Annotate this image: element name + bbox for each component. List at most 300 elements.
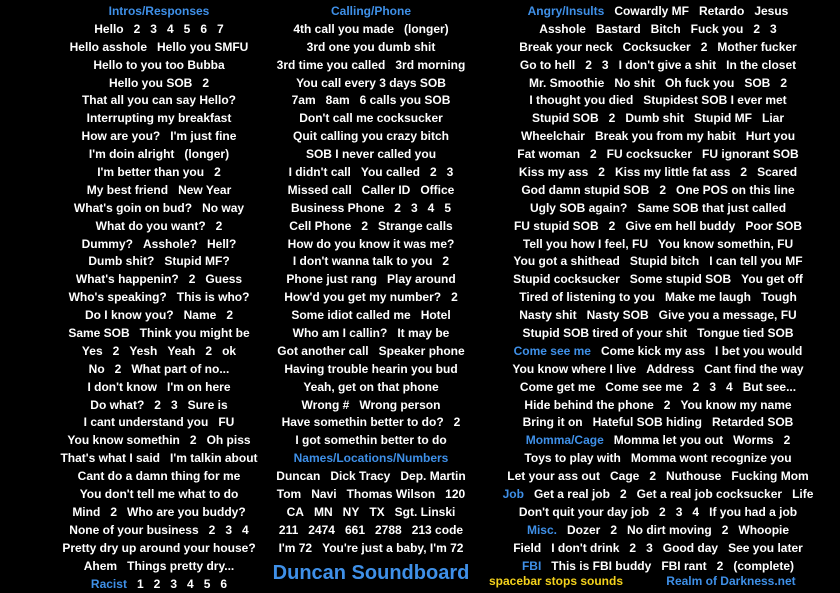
sound-button[interactable]: 6 calls you SOB: [360, 92, 451, 110]
sound-button[interactable]: Dozer: [567, 522, 600, 540]
sound-button[interactable]: Hurt you: [746, 128, 795, 146]
sound-button[interactable]: Interrupting my breakfast: [87, 110, 232, 128]
sound-button[interactable]: 2: [442, 253, 449, 271]
sound-button[interactable]: Jesus: [754, 3, 788, 21]
sound-button[interactable]: 6: [200, 21, 207, 39]
sound-button[interactable]: 2: [214, 164, 221, 182]
sound-button[interactable]: I thought you died: [529, 92, 633, 110]
sound-button[interactable]: (longer): [184, 146, 229, 164]
sound-button[interactable]: 661: [345, 522, 365, 540]
sound-button[interactable]: 2: [649, 468, 656, 486]
sound-button[interactable]: I'm on here: [167, 379, 231, 397]
sound-button[interactable]: Quit calling you crazy bitch: [293, 128, 449, 146]
sound-button[interactable]: 2: [659, 504, 666, 522]
sound-button[interactable]: 3: [770, 21, 777, 39]
sound-button[interactable]: Cant find the way: [704, 361, 803, 379]
sound-button[interactable]: Toys to play with: [524, 450, 620, 468]
sound-button[interactable]: See you later: [728, 540, 803, 558]
site-link[interactable]: Realm of Darkness.net: [636, 573, 826, 589]
sound-button[interactable]: I cant understand you: [84, 414, 209, 432]
sound-row: [266, 21, 476, 39]
sound-button[interactable]: That all you can say Hello?: [82, 92, 236, 110]
sound-button[interactable]: Got another call: [277, 343, 368, 361]
sound-button[interactable]: Dep. Martin: [400, 468, 465, 486]
sound-button[interactable]: 3rd one you dumb shit: [307, 39, 436, 57]
sound-button[interactable]: You know where I live: [512, 361, 636, 379]
sound-button[interactable]: 213 code: [412, 522, 463, 540]
sound-button[interactable]: Yeah, get on that phone: [303, 379, 438, 397]
sound-button[interactable]: Have somethin better to do?: [282, 414, 444, 432]
sound-button[interactable]: 1: [137, 576, 144, 593]
sound-row: [476, 397, 840, 415]
sound-button[interactable]: No way: [202, 200, 244, 218]
sound-button[interactable]: Poor SOB: [745, 218, 802, 236]
sound-button[interactable]: How do you know it was me?: [288, 236, 455, 254]
sound-button[interactable]: Life: [792, 486, 813, 504]
sound-button[interactable]: Do I know you?: [85, 307, 174, 325]
sound-button[interactable]: You know somethin: [67, 432, 179, 450]
column-calling: [266, 3, 476, 558]
sound-button[interactable]: Speaker phone: [379, 343, 465, 361]
section-heading-angry-insults: Angry/Insults: [528, 3, 605, 21]
sound-button[interactable]: 2: [454, 414, 461, 432]
sound-button[interactable]: Some idiot called me: [291, 307, 410, 325]
sound-row: [476, 236, 840, 254]
sound-button[interactable]: Hello to you too Bubba: [93, 57, 224, 75]
sound-row: [266, 468, 476, 486]
sound-button[interactable]: New Year: [178, 182, 231, 200]
sound-button[interactable]: NY: [343, 504, 360, 522]
sound-button[interactable]: 3: [646, 540, 653, 558]
sound-button[interactable]: 211: [279, 522, 298, 540]
sound-button[interactable]: 2: [722, 522, 729, 540]
sound-row: [266, 146, 476, 164]
sound-button[interactable]: 2: [609, 110, 616, 128]
sound-button[interactable]: Dumb shit?: [88, 253, 154, 271]
sound-button[interactable]: (longer): [404, 21, 449, 39]
sound-button[interactable]: Get a real job cocksucker: [637, 486, 782, 504]
sound-button[interactable]: 4: [242, 522, 249, 540]
sound-button[interactable]: Think you might be: [140, 325, 250, 343]
sound-button[interactable]: Sgt. Linski: [395, 504, 456, 522]
sound-button[interactable]: 7am: [292, 92, 316, 110]
sound-button[interactable]: 2: [693, 379, 700, 397]
sound-button[interactable]: 2: [740, 164, 747, 182]
sound-button[interactable]: I'm 72: [279, 540, 313, 558]
sound-row: [476, 128, 840, 146]
sound-button[interactable]: Yesh: [129, 343, 157, 361]
sound-button[interactable]: I'm better than you: [97, 164, 204, 182]
sound-button[interactable]: FU: [218, 414, 234, 432]
sound-button[interactable]: Stupid bitch: [630, 253, 699, 271]
sound-button[interactable]: I don't wanna talk to you: [293, 253, 433, 271]
sound-button[interactable]: You're just a baby, I'm 72: [322, 540, 463, 558]
sound-button[interactable]: Mind: [72, 504, 100, 522]
sound-button[interactable]: You get off: [741, 271, 803, 289]
sound-button[interactable]: Stupid cocksucker: [513, 271, 620, 289]
sound-button[interactable]: SOB I never called you: [306, 146, 436, 164]
sound-button[interactable]: You got a shithead: [513, 253, 619, 271]
sound-button[interactable]: Hide behind the phone: [524, 397, 653, 415]
sound-button[interactable]: Stupidest SOB I ever met: [643, 92, 786, 110]
sound-row: [476, 450, 840, 468]
sound-button[interactable]: Retarded SOB: [712, 414, 793, 432]
sound-button[interactable]: I don't drink: [551, 540, 619, 558]
sound-button[interactable]: FU ignorant SOB: [702, 146, 799, 164]
sound-button[interactable]: Come kick my ass: [601, 343, 705, 361]
sound-button[interactable]: Hello: [94, 21, 123, 39]
sound-button[interactable]: How'd you get my number?: [284, 289, 441, 307]
sound-row: [266, 307, 476, 325]
sound-button[interactable]: Scared: [757, 164, 797, 182]
sound-button[interactable]: Hello you SMFU: [157, 39, 248, 57]
sound-button[interactable]: Asshole?: [143, 236, 197, 254]
sound-button[interactable]: I can tell you MF: [709, 253, 802, 271]
sound-button[interactable]: 3: [447, 164, 454, 182]
sound-button[interactable]: 5: [444, 200, 451, 218]
sound-button[interactable]: But see...: [743, 379, 796, 397]
sound-button[interactable]: Let your ass out: [507, 468, 600, 486]
sound-button[interactable]: (complete): [733, 558, 794, 576]
sound-button[interactable]: Kiss my ass: [519, 164, 588, 182]
sound-button[interactable]: 2: [110, 504, 117, 522]
sound-row: [266, 450, 476, 468]
sound-button[interactable]: 3: [709, 379, 716, 397]
sound-button[interactable]: Cant do a damn thing for me: [78, 468, 241, 486]
sound-button[interactable]: Hateful SOB hiding: [593, 414, 702, 432]
soundboard-title: Duncan Soundboard: [266, 560, 476, 586]
sound-button[interactable]: 3: [171, 397, 178, 415]
sound-button[interactable]: Retardo: [699, 3, 744, 21]
sound-button[interactable]: Stupid MF: [694, 110, 752, 128]
sound-button[interactable]: 2: [190, 432, 197, 450]
sound-button[interactable]: Some stupid SOB: [630, 271, 731, 289]
sound-button[interactable]: Wrong #: [302, 397, 350, 415]
sound-button[interactable]: 2: [780, 75, 787, 93]
sound-row: [266, 343, 476, 361]
sound-button[interactable]: 2: [202, 75, 209, 93]
sound-button[interactable]: Don't quit your day job: [519, 504, 649, 522]
sound-button[interactable]: Bitch: [651, 21, 681, 39]
sound-button[interactable]: FU cocksucker: [607, 146, 692, 164]
sound-button[interactable]: Play around: [387, 271, 456, 289]
sound-button[interactable]: 2: [701, 39, 708, 57]
sound-button[interactable]: Cell Phone: [289, 218, 351, 236]
sound-button[interactable]: Duncan: [276, 468, 320, 486]
sound-button[interactable]: 5: [204, 576, 211, 593]
sound-button[interactable]: Do what?: [90, 397, 144, 415]
sound-button[interactable]: Good day: [663, 540, 718, 558]
sound-button[interactable]: None of your business: [69, 522, 198, 540]
sound-button[interactable]: Guess: [205, 271, 242, 289]
sound-button[interactable]: What's goin on bud?: [74, 200, 192, 218]
sound-button[interactable]: 2: [209, 522, 216, 540]
sound-button[interactable]: Go to hell: [520, 57, 575, 75]
sound-row: [476, 110, 840, 128]
sound-button[interactable]: Kiss my little fat ass: [615, 164, 730, 182]
sound-button[interactable]: Nuthouse: [666, 468, 721, 486]
sound-button[interactable]: FBI rant: [661, 558, 706, 576]
sound-button[interactable]: Stupid SOB: [532, 110, 599, 128]
sound-button[interactable]: Tom: [277, 486, 301, 504]
sound-button[interactable]: Nasty SOB: [587, 307, 649, 325]
sound-button[interactable]: Momma let you out: [614, 432, 723, 450]
sound-button[interactable]: If you had a job: [709, 504, 797, 522]
sound-row: [266, 271, 476, 289]
sound-button[interactable]: Oh piss: [207, 432, 251, 450]
sound-button[interactable]: 120: [445, 486, 465, 504]
sound-button[interactable]: 2: [154, 576, 161, 593]
sound-button[interactable]: Give em hell buddy: [625, 218, 735, 236]
sound-button[interactable]: 2: [226, 307, 233, 325]
sound-button[interactable]: Field: [513, 540, 541, 558]
sound-button[interactable]: 2: [451, 289, 458, 307]
sound-button[interactable]: FU stupid SOB: [514, 218, 599, 236]
sound-button[interactable]: Stupid MF?: [164, 253, 229, 271]
sound-button[interactable]: You know somethin, FU: [658, 236, 793, 254]
sound-row: [476, 504, 840, 522]
sound-button[interactable]: Sure is: [188, 397, 228, 415]
sound-button[interactable]: Cage: [610, 468, 639, 486]
sound-button[interactable]: Get a real job: [534, 486, 610, 504]
sound-button[interactable]: Ugly SOB again?: [530, 200, 627, 218]
sound-button[interactable]: My best friend: [87, 182, 168, 200]
sound-button[interactable]: I got somethin better to do: [295, 432, 446, 450]
sound-button[interactable]: I'm doin alright: [89, 146, 175, 164]
sound-button[interactable]: 3: [150, 21, 157, 39]
sound-button[interactable]: 4: [428, 200, 435, 218]
sound-button[interactable]: 3: [676, 504, 683, 522]
sound-button[interactable]: 8am: [326, 92, 350, 110]
sound-button[interactable]: SOB: [744, 75, 770, 93]
sound-button[interactable]: 4th call you made: [293, 21, 394, 39]
sound-button[interactable]: That's what I said: [60, 450, 160, 468]
sound-button[interactable]: Whoopie: [738, 522, 789, 540]
sound-button[interactable]: 2: [394, 200, 401, 218]
sound-button[interactable]: Stupid SOB tired of your shit: [522, 325, 687, 343]
sound-button[interactable]: 2: [430, 164, 437, 182]
sound-button[interactable]: Hell?: [207, 236, 236, 254]
sound-button[interactable]: How are you?: [82, 128, 161, 146]
sound-button[interactable]: Address: [646, 361, 694, 379]
sound-button[interactable]: It may be: [397, 325, 449, 343]
sound-button[interactable]: 4: [726, 379, 733, 397]
sound-row: [476, 21, 840, 39]
sound-button[interactable]: God damn stupid SOB: [521, 182, 649, 200]
sound-row: [476, 414, 840, 432]
sound-button[interactable]: What's happenin?: [76, 271, 179, 289]
sound-row: [476, 343, 840, 361]
sound-button[interactable]: Name: [184, 307, 217, 325]
sound-button[interactable]: No: [89, 361, 105, 379]
sound-button[interactable]: Hotel: [421, 307, 451, 325]
sound-button[interactable]: Nasty shit: [519, 307, 576, 325]
sound-button[interactable]: 3rd morning: [395, 57, 465, 75]
sound-button[interactable]: No dirt moving: [627, 522, 712, 540]
sound-button[interactable]: This is FBI buddy: [551, 558, 651, 576]
sound-button[interactable]: Yeah: [167, 343, 195, 361]
sound-button[interactable]: You call every 3 days SOB: [296, 75, 446, 93]
sound-button[interactable]: Come get me: [520, 379, 595, 397]
sound-row: [476, 289, 840, 307]
sound-button[interactable]: 2: [620, 486, 627, 504]
sound-button[interactable]: Bastard: [596, 21, 641, 39]
sound-button[interactable]: Make me laugh: [665, 289, 751, 307]
sound-button[interactable]: Caller ID: [362, 182, 411, 200]
sound-button[interactable]: 2: [610, 522, 617, 540]
sound-button[interactable]: Having trouble hearin you bud: [284, 361, 457, 379]
sound-button[interactable]: Things pretty dry...: [127, 558, 234, 576]
sound-button[interactable]: Thomas Wilson: [347, 486, 436, 504]
sound-button[interactable]: 2: [590, 146, 597, 164]
column-heading-row: [476, 3, 840, 21]
sound-button[interactable]: Oh fuck you: [665, 75, 734, 93]
sound-button[interactable]: 3rd time you called: [277, 57, 386, 75]
sound-button[interactable]: 2474: [308, 522, 335, 540]
sound-button[interactable]: 3: [602, 57, 609, 75]
sound-button[interactable]: 2: [189, 271, 196, 289]
sound-button[interactable]: 3: [225, 522, 232, 540]
spacebar-hint: spacebar stops sounds: [476, 573, 636, 589]
sound-button[interactable]: Bring it on: [523, 414, 583, 432]
sound-row: [266, 432, 476, 450]
sound-button[interactable]: Hello asshole: [70, 39, 147, 57]
sound-button[interactable]: 2: [659, 182, 666, 200]
sound-button[interactable]: This is who?: [177, 289, 250, 307]
sound-button[interactable]: I don't know: [87, 379, 157, 397]
sound-button[interactable]: 2: [629, 540, 636, 558]
sound-button[interactable]: 4: [692, 504, 699, 522]
sound-button[interactable]: 2: [664, 397, 671, 415]
sound-button[interactable]: Liar: [762, 110, 784, 128]
sound-button[interactable]: Come see me: [605, 379, 682, 397]
sound-button[interactable]: Dumb shit: [625, 110, 684, 128]
sound-row: [476, 146, 840, 164]
column-heading-row: [266, 3, 476, 21]
sound-button[interactable]: Don't call me cocksucker: [299, 110, 443, 128]
sound-button[interactable]: Pretty dry up around your house?: [62, 540, 255, 558]
sound-button[interactable]: 2: [134, 21, 141, 39]
sound-button[interactable]: I'm talkin about: [170, 450, 258, 468]
sound-button[interactable]: Tough: [761, 289, 797, 307]
sound-button[interactable]: Same SOB that just called: [637, 200, 786, 218]
sound-button[interactable]: 2: [113, 343, 120, 361]
sound-button[interactable]: Ahem: [84, 558, 117, 576]
sound-row: [476, 39, 840, 57]
sound-row: [266, 289, 476, 307]
sound-button[interactable]: Worms: [733, 432, 773, 450]
sound-button[interactable]: Dummy?: [82, 236, 133, 254]
sound-button[interactable]: 2: [216, 218, 223, 236]
sound-button[interactable]: Tell you how I feel, FU: [523, 236, 648, 254]
sound-button[interactable]: Dick Tracy: [330, 468, 390, 486]
sound-button[interactable]: Who are you buddy?: [127, 504, 246, 522]
sound-button[interactable]: No shit: [614, 75, 655, 93]
sound-button[interactable]: Fat woman: [517, 146, 580, 164]
sound-row: [476, 307, 840, 325]
sound-button[interactable]: Give you a message, FU: [659, 307, 797, 325]
sound-button[interactable]: 2: [609, 218, 616, 236]
sound-button[interactable]: You know my name: [680, 397, 791, 415]
sound-button[interactable]: What do you want?: [96, 218, 206, 236]
sound-button[interactable]: 3: [411, 200, 418, 218]
sound-button[interactable]: 2: [154, 397, 161, 415]
sound-button[interactable]: Who am I callin?: [293, 325, 388, 343]
sound-button[interactable]: Navi: [311, 486, 336, 504]
sound-button[interactable]: CA: [287, 504, 304, 522]
sound-button[interactable]: I'm just fine: [170, 128, 236, 146]
sound-button[interactable]: In the closet: [726, 57, 796, 75]
sound-button[interactable]: Mother fucker: [717, 39, 796, 57]
sound-button[interactable]: Missed call: [288, 182, 352, 200]
sound-button[interactable]: 2: [598, 164, 605, 182]
sound-button[interactable]: Phone just rang: [286, 271, 377, 289]
sound-button[interactable]: 7: [217, 21, 224, 39]
sound-row: [266, 414, 476, 432]
sound-row: [266, 164, 476, 182]
sound-button[interactable]: Business Phone: [291, 200, 384, 218]
sound-row: [476, 253, 840, 271]
sound-button[interactable]: Hello you SOB: [109, 75, 192, 93]
sound-button[interactable]: 3: [170, 576, 177, 593]
sound-button[interactable]: Break your neck: [519, 39, 612, 57]
sound-button[interactable]: MN: [314, 504, 333, 522]
sound-button[interactable]: Tongue tied SOB: [697, 325, 793, 343]
section-label-fbi: FBI: [522, 558, 541, 576]
sound-button[interactable]: 2: [753, 21, 760, 39]
sound-button[interactable]: Who's speaking?: [69, 289, 167, 307]
sound-button[interactable]: I don't give a shit: [619, 57, 717, 75]
sound-button[interactable]: Wheelchair: [521, 128, 585, 146]
sound-button[interactable]: TX: [369, 504, 384, 522]
sound-button[interactable]: Wrong person: [359, 397, 440, 415]
sound-button[interactable]: Break you from my habit: [595, 128, 736, 146]
sound-button[interactable]: Cowardly MF: [614, 3, 689, 21]
sound-button[interactable]: Yes: [82, 343, 103, 361]
sound-button[interactable]: 2: [717, 558, 724, 576]
sound-button[interactable]: 2: [585, 57, 592, 75]
sound-button[interactable]: 2: [361, 218, 368, 236]
sound-button[interactable]: Fucking Mom: [731, 468, 808, 486]
sound-button[interactable]: 2: [784, 432, 791, 450]
sound-button[interactable]: I bet you would: [715, 343, 802, 361]
sound-button[interactable]: Fuck you: [691, 21, 744, 39]
sound-button[interactable]: 4: [167, 21, 174, 39]
sound-button[interactable]: Office: [420, 182, 454, 200]
sound-button[interactable]: Tired of listening to you: [519, 289, 655, 307]
sound-button[interactable]: Same SOB: [68, 325, 129, 343]
sound-button[interactable]: I didn't call: [289, 164, 351, 182]
sound-button[interactable]: 5: [184, 21, 191, 39]
sound-button[interactable]: What part of no...: [131, 361, 229, 379]
sound-button[interactable]: Mr. Smoothie: [529, 75, 604, 93]
sound-button[interactable]: Cocksucker: [623, 39, 691, 57]
sound-button[interactable]: 4: [187, 576, 194, 593]
sound-row: [476, 182, 840, 200]
sound-button[interactable]: Momma wont recognize you: [631, 450, 792, 468]
sound-button[interactable]: Strange calls: [378, 218, 453, 236]
sound-button[interactable]: 2: [205, 343, 212, 361]
sound-button[interactable]: You don't tell me what to do: [80, 486, 239, 504]
sound-button[interactable]: ok: [222, 343, 236, 361]
sound-button[interactable]: Asshole: [539, 21, 586, 39]
sound-button[interactable]: One POS on this line: [676, 182, 795, 200]
sound-row: [266, 57, 476, 75]
sound-button[interactable]: 6: [220, 576, 227, 593]
sound-button[interactable]: You called: [361, 164, 420, 182]
sound-button[interactable]: 2788: [375, 522, 402, 540]
sound-button[interactable]: 2: [115, 361, 122, 379]
